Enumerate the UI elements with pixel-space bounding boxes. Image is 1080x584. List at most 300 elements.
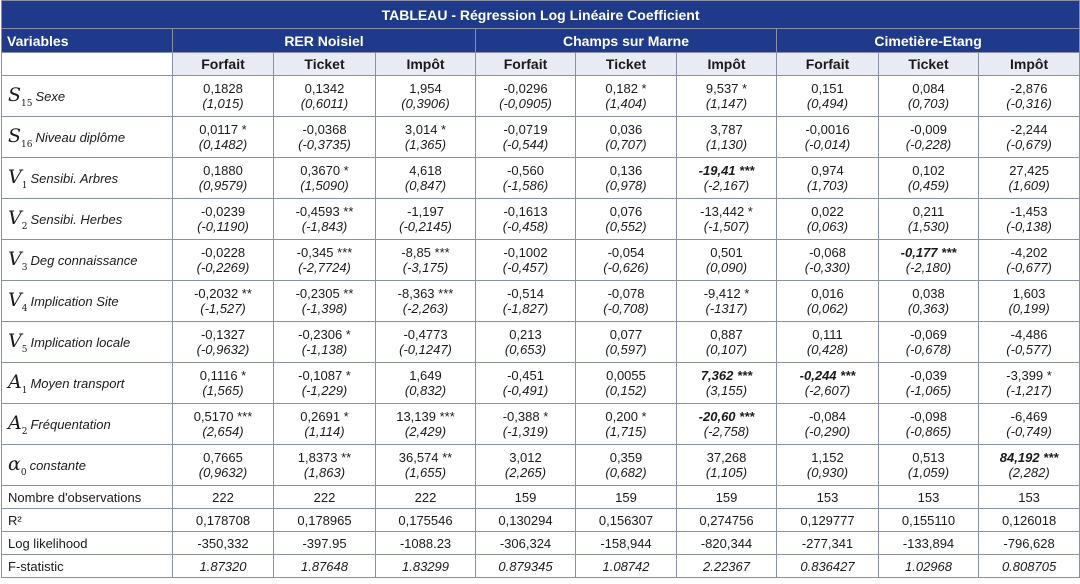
stat-value: -796,628 <box>979 532 1080 555</box>
coefficient-value: 0,084 <box>912 81 945 96</box>
coefficient-value: 1,954 <box>409 81 442 96</box>
statistic-value: (-0,708) <box>603 301 649 316</box>
statistic-value: (-0,2145) <box>399 219 452 234</box>
statistic-value: (0,9632) <box>198 465 248 480</box>
variable-symbol: A <box>8 370 22 393</box>
stat-value: 0,126018 <box>979 509 1080 532</box>
statistic-value: (-0,3735) <box>298 137 351 152</box>
coefficient-value: -8,85 *** <box>401 245 450 260</box>
coefficient-value: 27,425 <box>1009 163 1049 178</box>
coefficient-value: -1,197 <box>407 204 444 219</box>
statistic-value: (-0,0905) <box>499 96 552 111</box>
subheader-8: Impôt <box>979 53 1080 76</box>
coefficient-cell <box>376 76 476 117</box>
coefficient-cell <box>576 322 677 363</box>
coefficient-value: 1,8373 ** <box>297 450 352 465</box>
table-row <box>2 445 1080 486</box>
statistic-value: (1,609) <box>1008 178 1050 193</box>
variable-subscript: 2 <box>21 221 28 232</box>
table-body <box>2 76 1080 578</box>
statistic-value: (0,107) <box>705 342 748 357</box>
statistic-value: (1,530) <box>907 219 950 234</box>
coefficient-cell <box>173 322 274 363</box>
variable-name <box>2 322 173 363</box>
table-title: TABLEAU - Régression Log Linéaire Coefficient <box>2 1 1080 29</box>
stat-value: 1.02968 <box>879 555 979 578</box>
coefficient-cell <box>173 76 274 117</box>
variable-symbol: V <box>8 206 22 229</box>
statistic-value: (-1,843) <box>301 219 348 234</box>
statistic-value: (1,565) <box>202 383 244 398</box>
variable-subscript: 1 <box>21 385 28 396</box>
coefficient-cell <box>777 445 879 486</box>
coefficient-value: -0,069 <box>910 327 947 342</box>
statistic-value: (1,404) <box>605 96 647 111</box>
stat-value: 0.808705 <box>979 555 1080 578</box>
coefficient-value: 7,362 *** <box>700 368 753 383</box>
coefficient-value: -0,0368 <box>302 122 347 137</box>
statistic-value: (0,428) <box>806 342 849 357</box>
coefficient-value: -2,244 <box>1010 122 1048 137</box>
stat-value: 0,178708 <box>173 509 274 532</box>
statistic-value: (-2,180) <box>905 260 952 275</box>
coefficient-value: -0,4773 <box>403 327 448 342</box>
statistic-value: (-2,7724) <box>298 260 351 275</box>
coefficient-value: -0,2306 * <box>298 327 351 342</box>
statistic-value: (-0,330) <box>804 260 851 275</box>
coefficient-cell <box>173 117 274 158</box>
coefficient-cell <box>274 158 376 199</box>
coefficient-cell <box>576 445 677 486</box>
statistic-value: (1,863) <box>303 465 346 480</box>
statistic-value: (-1,827) <box>502 301 549 316</box>
coefficient-cell <box>476 322 576 363</box>
coefficient-value: -3,399 * <box>1006 368 1052 383</box>
coefficient-value: 0,3670 * <box>300 163 349 178</box>
variables-header: Variables <box>2 29 173 53</box>
statistic-value: (1,703) <box>806 178 849 193</box>
statistic-value: (0,152) <box>605 383 647 398</box>
statistic-value: (-2,263) <box>402 301 449 316</box>
coefficient-cell <box>979 445 1080 486</box>
coefficient-cell <box>677 445 777 486</box>
subheader-blank <box>2 53 173 76</box>
coefficient-cell <box>777 76 879 117</box>
stat-row <box>2 509 1080 532</box>
statistic-value: (0,552) <box>605 219 647 234</box>
coefficient-value: -4,202 <box>1010 245 1048 260</box>
coefficient-cell <box>376 240 476 281</box>
stat-value: 0,274756 <box>677 509 777 532</box>
coefficient-cell <box>879 363 979 404</box>
coefficient-cell <box>677 117 777 158</box>
statistic-value: (0,682) <box>605 465 647 480</box>
statistic-value: (0,847) <box>404 178 447 193</box>
coefficient-value: 0,151 <box>811 81 844 96</box>
stat-value: -277,341 <box>777 532 879 555</box>
coefficient-value: 0,076 <box>609 204 643 219</box>
coefficient-value: -13,442 * <box>700 204 753 219</box>
coefficient-cell <box>173 240 274 281</box>
coefficient-value: 0,182 * <box>605 81 647 96</box>
statistic-value: (0,3906) <box>401 96 450 111</box>
variable-symbol: α <box>8 452 21 475</box>
statistic-value: (-2,758) <box>703 424 750 439</box>
statistic-value: (-0,679) <box>1006 137 1052 152</box>
subheader-5: Impôt <box>677 53 777 76</box>
coefficient-cell <box>476 404 576 445</box>
coefficient-cell <box>777 240 879 281</box>
statistic-value: (1,105) <box>705 465 748 480</box>
coefficient-value: -2,876 <box>1010 81 1048 96</box>
coefficient-cell <box>173 445 274 486</box>
statistic-value: (-0,228) <box>905 137 952 152</box>
statistic-value: (-1,398) <box>301 301 348 316</box>
stat-value: 1.87320 <box>173 555 274 578</box>
coefficient-value: -6,469 <box>1010 409 1048 424</box>
statistic-value: (-0,677) <box>1006 260 1052 275</box>
coefficient-cell <box>777 199 879 240</box>
variable-subscript: 3 <box>21 262 28 273</box>
coefficient-value: -0,560 <box>507 163 544 178</box>
group-header-rer-noisiel: RER Noisiel <box>173 29 476 53</box>
variable-label: Moyen transport <box>30 375 125 391</box>
variable-subscript: 4 <box>21 303 28 314</box>
coefficient-value: -9,412 * <box>703 286 750 301</box>
coefficient-cell <box>879 158 979 199</box>
coefficient-cell <box>173 199 274 240</box>
variable-symbol: S <box>8 124 22 147</box>
coefficient-value: -0,0239 <box>200 204 246 219</box>
stat-label: R² <box>2 509 173 532</box>
variable-subscript: 2 <box>21 426 28 437</box>
coefficient-cell <box>476 363 576 404</box>
statistic-value: (-1,319) <box>502 424 549 439</box>
coefficient-cell <box>777 158 879 199</box>
coefficient-value: -0,345 *** <box>296 245 353 260</box>
coefficient-value: -0,054 <box>607 245 645 260</box>
stat-value: -133,894 <box>879 532 979 555</box>
coefficient-value: -8,363 *** <box>397 286 454 301</box>
stat-value: 159 <box>677 486 777 509</box>
variable-name <box>2 363 173 404</box>
statistic-value: (0,9579) <box>198 178 248 193</box>
coefficient-cell <box>274 199 376 240</box>
stat-value: -158,944 <box>576 532 677 555</box>
table-row <box>2 322 1080 363</box>
stat-value: 2.22367 <box>677 555 777 578</box>
coefficient-value: -0,078 <box>607 286 645 301</box>
coefficient-cell <box>576 199 677 240</box>
coefficient-cell <box>979 322 1080 363</box>
stat-value: 153 <box>979 486 1080 509</box>
coefficient-cell <box>376 281 476 322</box>
statistic-value: (-0,1247) <box>399 342 452 357</box>
coefficient-value: 0,111 <box>812 327 843 342</box>
stat-row <box>2 532 1080 555</box>
group-header-cimetiere-etang: Cimetière-Etang <box>777 29 1080 53</box>
coefficient-value: -0,1613 <box>503 204 548 219</box>
stat-value: 0.836427 <box>777 555 879 578</box>
variable-name <box>2 404 173 445</box>
coefficient-value: -19,41 *** <box>698 163 755 178</box>
coefficient-value: 3,787 <box>710 122 743 137</box>
coefficient-value: -0,0228 <box>200 245 246 260</box>
coefficient-cell <box>274 445 376 486</box>
statistic-value: (-0,2269) <box>196 260 250 275</box>
statistic-value: (0,707) <box>605 137 647 152</box>
stat-value: -820,344 <box>677 532 777 555</box>
coefficient-value: 0,213 <box>509 327 542 342</box>
coefficient-value: 0,2691 * <box>300 409 349 424</box>
coefficient-value: 0,974 <box>811 163 844 178</box>
stat-value: 1.87648 <box>274 555 376 578</box>
coefficient-value: 0,7665 <box>203 450 243 465</box>
subheader-0: Forfait <box>173 53 274 76</box>
statistic-value: (1,365) <box>404 137 447 152</box>
statistic-value: (1,059) <box>907 465 950 480</box>
coefficient-cell <box>777 363 879 404</box>
coefficient-value: -0,244 *** <box>799 368 856 383</box>
regression-table <box>1 0 1080 578</box>
coefficient-cell <box>476 281 576 322</box>
statistic-value: (-0,290) <box>804 424 851 439</box>
statistic-value: (0,062) <box>806 301 849 316</box>
coefficient-value: 13,139 *** <box>396 409 455 424</box>
statistic-value: (-1,507) <box>703 219 750 234</box>
coefficient-cell <box>576 76 677 117</box>
variable-symbol: V <box>8 165 22 188</box>
coefficient-cell <box>274 363 376 404</box>
table-row <box>2 240 1080 281</box>
statistic-value: (0,703) <box>907 96 950 111</box>
coefficient-cell <box>476 240 576 281</box>
coefficient-value: 0,1828 <box>203 81 243 96</box>
stat-value: 1.83299 <box>376 555 476 578</box>
coefficient-value: -0,0719 <box>503 122 548 137</box>
variable-symbol: V <box>8 329 22 352</box>
statistic-value: (1,015) <box>202 96 244 111</box>
coefficient-cell <box>777 281 879 322</box>
coefficient-value: 84,192 *** <box>999 450 1059 465</box>
stat-row <box>2 486 1080 509</box>
coefficient-cell <box>173 281 274 322</box>
statistic-value: (0,363) <box>907 301 950 316</box>
statistic-value: (0,653) <box>504 342 547 357</box>
coefficient-value: -0,1002 <box>503 245 548 260</box>
variable-symbol: V <box>8 247 22 270</box>
coefficient-cell <box>879 240 979 281</box>
coefficient-cell <box>274 240 376 281</box>
statistic-value: (-0,626) <box>603 260 649 275</box>
subheader-4: Ticket <box>576 53 677 76</box>
statistic-value: (0,978) <box>605 178 647 193</box>
variable-name <box>2 76 173 117</box>
variable-subscript: 15 <box>21 98 33 109</box>
coefficient-cell <box>274 322 376 363</box>
statistic-value: (-0,458) <box>502 219 549 234</box>
coefficient-cell <box>677 322 777 363</box>
coefficient-cell <box>979 199 1080 240</box>
variable-name <box>2 199 173 240</box>
variable-label: Implication locale <box>30 334 131 350</box>
coefficient-cell <box>677 281 777 322</box>
coefficient-cell <box>376 117 476 158</box>
coefficient-value: -0,4593 ** <box>295 204 354 219</box>
coefficient-value: 0,036 <box>609 122 643 137</box>
coefficient-value: 0,016 <box>811 286 844 301</box>
coefficient-cell <box>576 117 677 158</box>
coefficient-cell <box>173 158 274 199</box>
coefficient-value: 0,359 <box>609 450 643 465</box>
stat-value: -1088.23 <box>376 532 476 555</box>
stat-label: Nombre d'observations <box>2 486 173 509</box>
coefficient-cell <box>173 404 274 445</box>
stat-value: -306,324 <box>476 532 576 555</box>
statistic-value: (0,597) <box>605 342 647 357</box>
statistic-value: (-0,316) <box>1006 96 1052 111</box>
coefficient-value: -0,2032 ** <box>194 286 252 301</box>
subheader-1: Ticket <box>274 53 376 76</box>
subheader-2: Impôt <box>376 53 476 76</box>
statistic-value: (-2,167) <box>703 178 750 193</box>
coefficient-cell <box>576 363 677 404</box>
statistic-value: (-0,491) <box>502 383 549 398</box>
coefficient-cell <box>476 158 576 199</box>
stat-value: 222 <box>274 486 376 509</box>
coefficient-cell <box>979 158 1080 199</box>
coefficient-cell <box>777 117 879 158</box>
statistic-value: (-0,678) <box>905 342 952 357</box>
statistic-value: (-1,138) <box>301 342 348 357</box>
coefficient-cell <box>879 199 979 240</box>
statistic-value: (0,6011) <box>300 96 349 111</box>
coefficient-value: -0,039 <box>910 368 947 383</box>
coefficient-value: 3,014 * <box>404 122 447 137</box>
coefficient-value: 1,152 <box>811 450 844 465</box>
statistic-value: (-0,014) <box>804 137 851 152</box>
coefficient-cell <box>476 117 576 158</box>
coefficient-value: -0,451 <box>507 368 544 383</box>
subheader-3: Forfait <box>476 53 576 76</box>
statistic-value: (-0,577) <box>1006 342 1052 357</box>
coefficient-value: 0,501 <box>710 245 743 260</box>
coefficient-cell <box>576 281 677 322</box>
statistic-value: (1,5090) <box>300 178 349 193</box>
statistic-value: (3,155) <box>705 383 748 398</box>
statistic-value: (-1,217) <box>1006 383 1052 398</box>
coefficient-cell <box>274 76 376 117</box>
statistic-value: (1,130) <box>705 137 748 152</box>
coefficient-value: -0,0296 <box>503 81 548 96</box>
coefficient-cell <box>677 76 777 117</box>
stat-label: Log likelihood <box>2 532 173 555</box>
variable-subscript: 5 <box>21 344 28 355</box>
stat-value: 153 <box>879 486 979 509</box>
coefficient-cell <box>376 404 476 445</box>
variable-name <box>2 445 173 486</box>
coefficient-value: 0,1116 * <box>199 368 247 383</box>
table-row <box>2 158 1080 199</box>
stat-value: -397.95 <box>274 532 376 555</box>
stat-value: 0,156307 <box>576 509 677 532</box>
statistic-value: (-0,138) <box>1006 219 1052 234</box>
variable-name <box>2 117 173 158</box>
variable-subscript: 1 <box>21 180 28 191</box>
statistic-value: (1,715) <box>605 424 647 439</box>
statistic-value: (0,930) <box>806 465 849 480</box>
stat-value: -350,332 <box>173 532 274 555</box>
coefficient-value: -0,1087 * <box>298 368 351 383</box>
statistic-value: (1,147) <box>705 96 748 111</box>
coefficient-cell <box>777 322 879 363</box>
statistic-value: (2,654) <box>202 424 244 439</box>
stat-value: 159 <box>476 486 576 509</box>
coefficient-value: 4,618 <box>409 163 442 178</box>
statistic-value: (-0,457) <box>502 260 549 275</box>
coefficient-cell <box>979 404 1080 445</box>
statistic-value: (2,282) <box>1008 465 1050 480</box>
coefficient-cell <box>777 404 879 445</box>
coefficient-value: 1,649 <box>409 368 442 383</box>
coefficient-value: 0,513 <box>912 450 945 465</box>
variable-label: Sensibi. Herbes <box>30 211 123 227</box>
variable-label: Sensibi. Arbres <box>30 170 119 186</box>
coefficient-value: -4,486 <box>1010 327 1048 342</box>
stat-value: 1.08742 <box>576 555 677 578</box>
variable-label: constante <box>29 457 86 473</box>
statistic-value: (-0,749) <box>1006 424 1052 439</box>
coefficient-cell <box>879 76 979 117</box>
variable-subscript: 16 <box>21 139 33 150</box>
coefficient-cell <box>173 363 274 404</box>
variable-label: Sexe <box>35 88 66 104</box>
stat-value: 0,178965 <box>274 509 376 532</box>
coefficient-cell <box>979 281 1080 322</box>
stat-value: 0,129777 <box>777 509 879 532</box>
coefficient-cell <box>376 158 476 199</box>
stat-value: 222 <box>376 486 476 509</box>
coefficient-cell <box>576 404 677 445</box>
statistic-value: (-1,229) <box>301 383 348 398</box>
coefficient-value: 37,268 <box>706 450 747 465</box>
variable-symbol: V <box>8 288 22 311</box>
coefficient-value: -0,388 * <box>502 409 549 424</box>
table-row <box>2 117 1080 158</box>
statistic-value: (-1,527) <box>200 301 246 316</box>
coefficient-cell <box>274 117 376 158</box>
coefficient-cell <box>376 363 476 404</box>
coefficient-value: -20,60 *** <box>698 409 755 424</box>
variable-symbol: A <box>8 411 22 434</box>
coefficient-value: 1,603 <box>1012 286 1046 301</box>
group-header-champs-sur-marne: Champs sur Marne <box>476 29 777 53</box>
coefficient-value: -1,453 <box>1010 204 1048 219</box>
statistic-value: (0,459) <box>907 178 950 193</box>
coefficient-cell <box>677 158 777 199</box>
variable-label: Niveau diplôme <box>35 129 126 145</box>
statistic-value: (0,494) <box>806 96 849 111</box>
coefficient-cell <box>476 445 576 486</box>
statistic-value: (-1317) <box>705 301 748 316</box>
coefficient-cell <box>879 445 979 486</box>
statistic-value: (0,832) <box>404 383 447 398</box>
statistic-value: (0,199) <box>1008 301 1050 316</box>
coefficient-cell <box>274 281 376 322</box>
statistic-value: (0,090) <box>705 260 748 275</box>
coefficient-value: 3,012 <box>509 450 542 465</box>
coefficient-value: -0,514 <box>507 286 544 301</box>
